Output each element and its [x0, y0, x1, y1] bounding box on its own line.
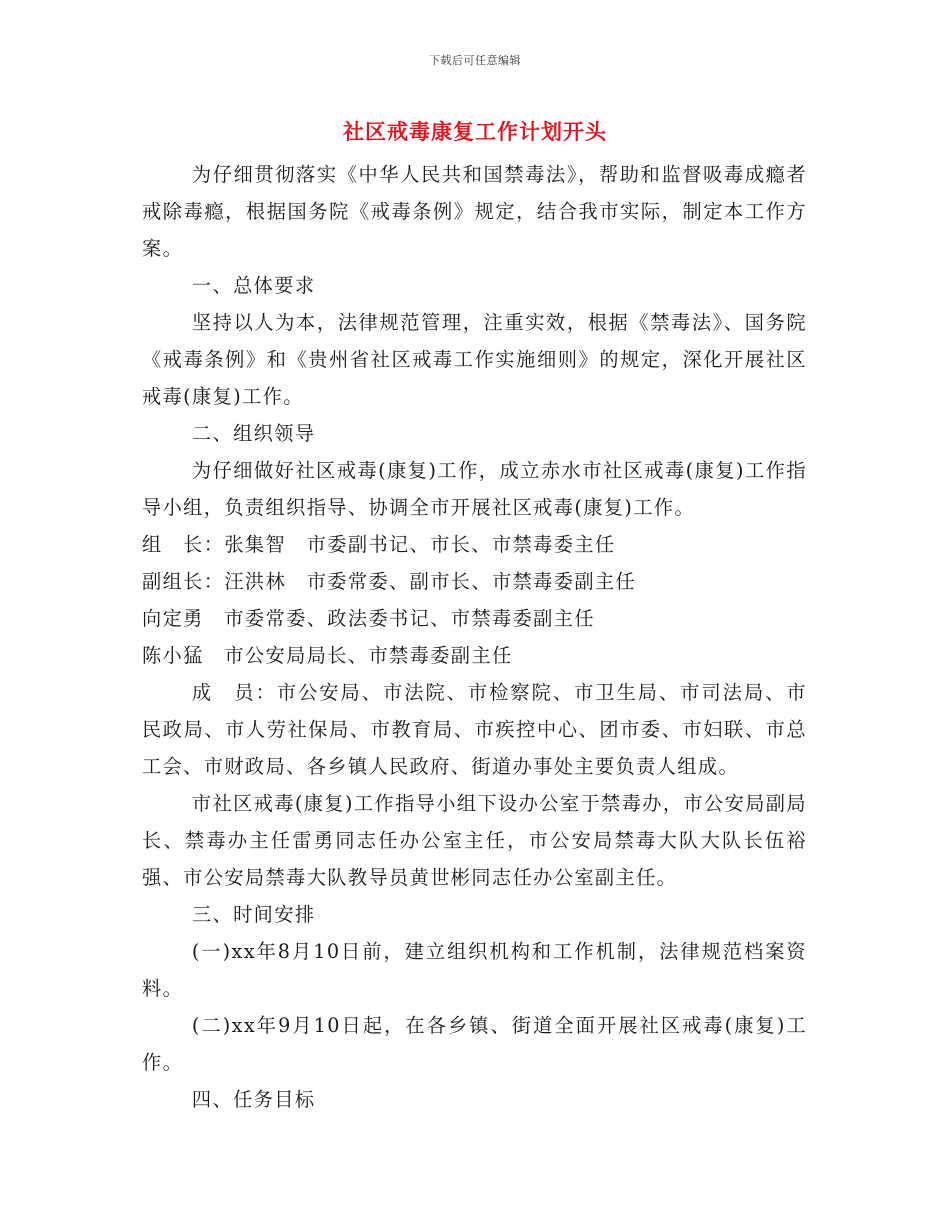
paragraph-requirements: 坚持以人为本，法律规范管理，注重实效，根据《禁毒法》、国务院《戒毒条例》和《贵州省社区戒毒工作实施细则》的规定，深化开展社区戒毒(康复)工作。 [142, 311, 807, 408]
schedule-item-2: (二)xx年9月10日起，在各乡镇、街道全面开展社区戒毒(康复)工作。 [142, 1014, 807, 1074]
header-note: 下载后可任意编辑 [429, 54, 521, 67]
document-title: 社区戒毒康复工作计划开头 [343, 119, 607, 144]
paragraph-leadership: 为仔细做好社区戒毒(康复)工作，成立赤水市社区戒毒(康复)工作指导小组，负责组织指导、协调全市开展社区戒毒(康复)工作。 [142, 459, 807, 519]
leader-line-deputy-3: 陈小猛 市公安局局长、市禁毒委副主任 [142, 644, 513, 667]
section-heading-1: 一、总体要求 [191, 274, 316, 297]
leader-line-deputy-1: 副组长：汪洪林 市委常委、副市长、市禁毒委副主任 [142, 570, 637, 593]
section-heading-2: 二、组织领导 [191, 422, 316, 445]
document-body [142, 156, 807, 1118]
paragraph-intro: 为仔细贯彻落实《中华人民共和国禁毒法》，帮助和监督吸毒成瘾者戒除毒瘾，根据国务院《戒毒条例》规定，结合我市实际，制定本工作方案。 [142, 163, 807, 260]
section-heading-4: 四、任务目标 [191, 1088, 316, 1111]
section-heading-3: 三、时间安排 [191, 903, 316, 926]
paragraph-office: 市社区戒毒(康复)工作指导小组下设办公室于禁毒办，市公安局副局长、禁毒办主任雷勇同志任办公室主任，市公安局禁毒大队大队长伍裕强、市公安局禁毒大队教导员黄世彬同志任办公室副主任。 [142, 792, 807, 889]
schedule-item-1: (一)xx年8月10日前，建立组织机构和工作机制，法律规范档案资料。 [142, 940, 807, 1000]
paragraph-members: 成 员：市公安局、市法院、市检察院、市卫生局、市司法局、市民政局、市人劳社保局、市教育局、市疾控中心、团市委、市妇联、市总工会、市财政局、各乡镇人民政府、街道办事处主要负责人组成。 [142, 681, 807, 778]
leader-line-group-leader: 组 长：张集智 市委副书记、市长、市禁毒委主任 [142, 533, 616, 556]
leader-line-deputy-2: 向定勇 市委常委、政法委书记、市禁毒委副主任 [142, 607, 595, 630]
